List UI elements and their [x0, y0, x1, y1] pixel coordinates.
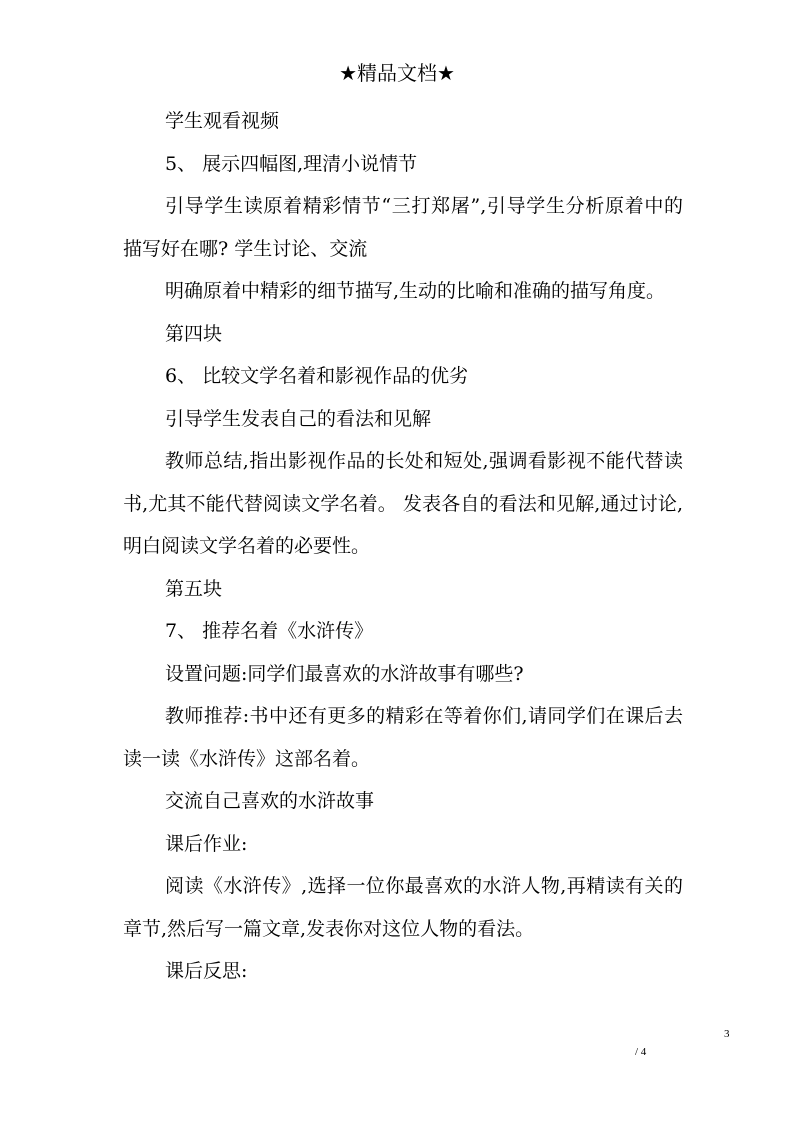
document-body — [123, 100, 683, 993]
paragraph-homework: 阅读《水浒传》,选择一位你最喜欢的水浒人物,再精读有关的章节,然后写一篇文章,发表你对这位人物的看法。 — [123, 875, 683, 940]
paragraph-express-views: 引导学生发表自己的看法和见解 — [165, 407, 432, 430]
paragraph-step-5: 5、 展示四幅图,理清小说情节 — [165, 152, 418, 175]
paragraph-share-stories: 交流自己喜欢的水浒故事 — [165, 790, 375, 812]
paragraph-block-4: 第四块 — [165, 322, 223, 345]
paragraph-teacher-recommend: 教师推荐:书中还有更多的精彩在等着你们,请同学们在课后去读一读《水浒传》这部名着。 — [123, 705, 683, 770]
paragraph-step-7: 7、 推荐名着《水浒传》 — [165, 620, 374, 642]
page-header-title: ★精品文档★ — [339, 61, 455, 85]
paragraph-clarify-details: 明确原着中精彩的细节描写,生动的比喻和准确的描写角度。 — [165, 280, 666, 302]
paragraph-homework-heading: 课后作业: — [165, 832, 248, 855]
page-number: 3 — [724, 1028, 730, 1040]
paragraph-guide-reading: 引导学生读原着精彩情节“三打郑屠”,引导学生分析原着中的描写好在哪? 学生讨论、交流 — [123, 195, 683, 260]
paragraph-block-5: 第五块 — [165, 577, 223, 600]
page-total: / 4 — [635, 1046, 647, 1058]
paragraph-reflection-heading: 课后反思: — [165, 960, 248, 982]
paragraph-watch-video: 学生观看视频 — [165, 110, 280, 132]
paragraph-step-6: 6、 比较文学名着和影视作品的优劣 — [165, 365, 469, 387]
paragraph-question: 设置问题:同学们最喜欢的水浒故事有哪些? — [165, 662, 524, 685]
paragraph-teacher-summary: 教师总结,指出影视作品的长处和短处,强调看影视不能代替读书,尤其不能代替阅读文学名着。 发表各自的看法和见解,通过讨论,明白阅读文学名着的必要性。 — [123, 450, 683, 557]
